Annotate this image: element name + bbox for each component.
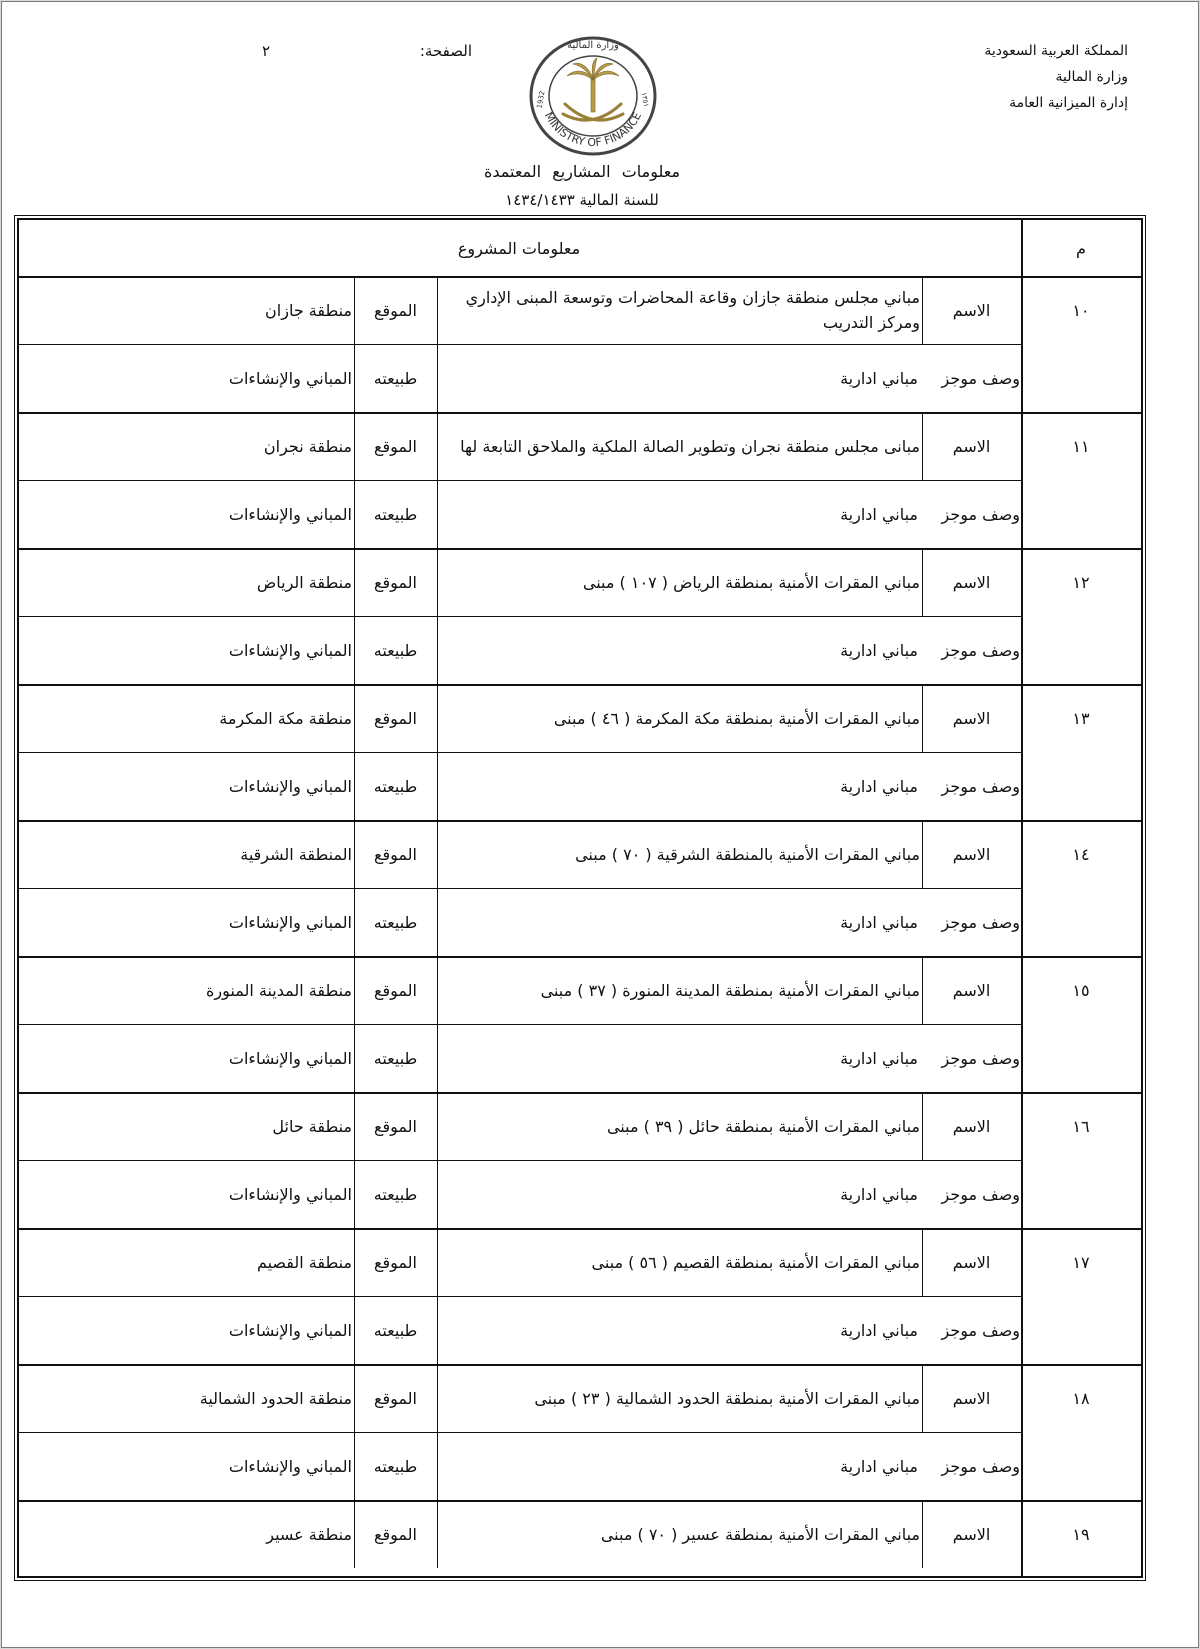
org-line-country: المملكة العربية السعودية xyxy=(984,43,1128,59)
cell-divider xyxy=(922,1228,923,1296)
project-name: مباني المقرات الأمنية بمنطقة المدينة المنورة ( ٣٧ ) مبنى xyxy=(540,980,920,1000)
row-number: ١٠ xyxy=(1072,300,1090,320)
org-line-department: إدارة الميزانية العامة xyxy=(1009,95,1128,111)
nature-label: طبيعته xyxy=(373,912,418,932)
nature-label: طبيعته xyxy=(373,504,418,524)
page-number: ٢ xyxy=(262,42,271,60)
project-location: منطقة الرياض xyxy=(256,572,352,592)
location-label: الموقع xyxy=(374,572,417,592)
project-location: منطقة جازان xyxy=(265,300,352,320)
project-name: مبانى مجلس منطقة نجران وتطوير الصالة الملكية والملاحق التابعة لها xyxy=(460,436,920,456)
project-description: مباني ادارية xyxy=(840,368,918,388)
projects-table xyxy=(17,218,1143,1578)
cell-divider xyxy=(922,1364,923,1432)
cell-divider xyxy=(922,820,923,888)
document-page xyxy=(1,1,1199,1648)
seal-year-left: 1932 xyxy=(535,90,547,110)
project-name: مباني المقرات الأمنية بمنطقة عسير ( ٧٠ ) مبنى xyxy=(600,1524,920,1544)
name-label: الاسم xyxy=(952,436,991,456)
name-label: الاسم xyxy=(952,572,991,592)
document-title: معلومات المشاريع المعتمدة xyxy=(483,162,681,181)
name-label: الاسم xyxy=(952,1524,991,1544)
nature-label: طبيعته xyxy=(373,1456,418,1476)
project-nature: المباني والإنشاءات xyxy=(228,1456,352,1476)
cell-divider xyxy=(922,956,923,1024)
project-location: المنطقة الشرقية xyxy=(240,844,352,864)
description-label: وصف موجز xyxy=(941,912,1020,932)
page-label: الصفحة: xyxy=(419,42,472,60)
project-name: مباني المقرات الأمنية بمنطقة مكة المكرمة ( ٤٦ ) مبنى xyxy=(553,708,920,728)
description-label: وصف موجز xyxy=(941,1320,1020,1340)
org-line-ministry: وزارة المالية xyxy=(1055,69,1128,85)
location-label: الموقع xyxy=(374,1524,417,1544)
cell-divider xyxy=(922,276,923,344)
project-description: مباني ادارية xyxy=(840,1184,918,1204)
cell-divider xyxy=(922,684,923,752)
nature-label: طبيعته xyxy=(373,640,418,660)
project-nature: المباني والإنشاءات xyxy=(228,776,352,796)
location-label: الموقع xyxy=(374,980,417,1000)
project-location: منطقة عسير xyxy=(266,1524,352,1544)
location-label: الموقع xyxy=(374,1116,417,1136)
nature-label: طبيعته xyxy=(373,1184,418,1204)
project-location: منطقة الحدود الشمالية xyxy=(199,1388,352,1408)
row-number: ١١ xyxy=(1072,436,1090,456)
row-number: ١٦ xyxy=(1072,1116,1090,1136)
project-nature: المباني والإنشاءات xyxy=(228,1048,352,1068)
seal-year-right: ١٣٥١ xyxy=(639,91,651,108)
cell-divider xyxy=(354,1500,355,1568)
location-label: الموقع xyxy=(374,1388,417,1408)
cell-divider xyxy=(922,412,923,480)
nature-label: طبيعته xyxy=(373,368,418,388)
ministry-of-finance-seal-icon xyxy=(527,34,659,158)
name-label: الاسم xyxy=(952,980,991,1000)
cell-divider xyxy=(922,548,923,616)
project-name: مباني المقرات الأمنية بمنطقة الحدود الشمالية ( ٢٣ ) مبنى xyxy=(534,1388,920,1408)
project-name: مباني مجلس منطقة جازان وقاعة المحاضرات وتوسعة المبنى الإداري ومركز التدريب xyxy=(465,288,920,332)
row-number: ١٢ xyxy=(1072,572,1090,592)
project-nature: المباني والإنشاءات xyxy=(228,504,352,524)
location-label: الموقع xyxy=(374,436,417,456)
project-nature: المباني والإنشاءات xyxy=(228,912,352,932)
row-number: ١٨ xyxy=(1072,1388,1090,1408)
name-label: الاسم xyxy=(952,300,991,320)
project-description: مباني ادارية xyxy=(840,1456,918,1476)
project-location: منطقة نجران xyxy=(263,436,352,456)
description-label: وصف موجز xyxy=(941,504,1020,524)
description-label: وصف موجز xyxy=(941,1456,1020,1476)
project-location: منطقة حائل xyxy=(272,1116,352,1136)
location-label: الموقع xyxy=(374,708,417,728)
row-number: ١٧ xyxy=(1072,1252,1090,1272)
project-location: منطقة القصيم xyxy=(256,1252,352,1272)
organization-header xyxy=(868,38,1128,116)
project-nature: المباني والإنشاءات xyxy=(228,640,352,660)
name-label: الاسم xyxy=(952,1388,991,1408)
cell-divider xyxy=(437,1500,438,1568)
name-label: الاسم xyxy=(952,1116,991,1136)
project-name: مباني المقرات الأمنية بمنطقة حائل ( ٣٩ ) مبنى xyxy=(606,1116,920,1136)
row-number: ١٣ xyxy=(1072,708,1090,728)
row-number: ١٤ xyxy=(1072,844,1090,864)
seal-arabic-text: وزارة المالية xyxy=(567,40,619,51)
project-description: مباني ادارية xyxy=(840,1320,918,1340)
location-label: الموقع xyxy=(374,1252,417,1272)
project-name: مباني المقرات الأمنية بمنطقة الرياض ( ١٠٧ ) مبنى xyxy=(582,572,920,592)
project-description: مباني ادارية xyxy=(840,640,918,660)
project-nature: المباني والإنشاءات xyxy=(228,1184,352,1204)
document-title-block xyxy=(432,158,732,214)
project-name: مباني المقرات الأمنية بمنطقة القصيم ( ٥٦ ) مبنى xyxy=(591,1252,920,1272)
description-label: وصف موجز xyxy=(941,640,1020,660)
location-label: الموقع xyxy=(374,300,417,320)
document-subtitle: للسنة المالية ١٤٣٤/١٤٣٣ xyxy=(505,191,659,209)
cell-divider xyxy=(922,1500,923,1568)
column-header-index: م xyxy=(1076,238,1086,258)
nature-label: طبيعته xyxy=(373,776,418,796)
cell-divider xyxy=(922,1092,923,1160)
name-label: الاسم xyxy=(952,1252,991,1272)
project-nature: المباني والإنشاءات xyxy=(228,1320,352,1340)
name-label: الاسم xyxy=(952,708,991,728)
project-name: مباني المقرات الأمنية بالمنطقة الشرقية ( ٧٠ ) مبنى xyxy=(575,844,920,864)
location-label: الموقع xyxy=(374,844,417,864)
row-number: ١٩ xyxy=(1072,1524,1090,1544)
project-description: مباني ادارية xyxy=(840,776,918,796)
nature-label: طبيعته xyxy=(373,1320,418,1340)
description-label: وصف موجز xyxy=(941,1184,1020,1204)
project-nature: المباني والإنشاءات xyxy=(228,368,352,388)
seal-english-text: MINISTRY OF FINANCE xyxy=(541,109,645,150)
name-label: الاسم xyxy=(952,844,991,864)
project-location: منطقة مكة المكرمة xyxy=(219,708,352,728)
row-number: ١٥ xyxy=(1072,980,1090,1000)
description-label: وصف موجز xyxy=(941,776,1020,796)
description-label: وصف موجز xyxy=(941,1048,1020,1068)
project-location: منطقة المدينة المنورة xyxy=(206,980,352,1000)
description-label: وصف موجز xyxy=(941,368,1020,388)
page-number-block xyxy=(262,42,502,66)
column-header-project-info: معلومات المشروع xyxy=(457,238,581,258)
nature-label: طبيعته xyxy=(373,1048,418,1068)
project-description: مباني ادارية xyxy=(840,504,918,524)
project-description: مباني ادارية xyxy=(840,912,918,932)
project-description: مباني ادارية xyxy=(840,1048,918,1068)
